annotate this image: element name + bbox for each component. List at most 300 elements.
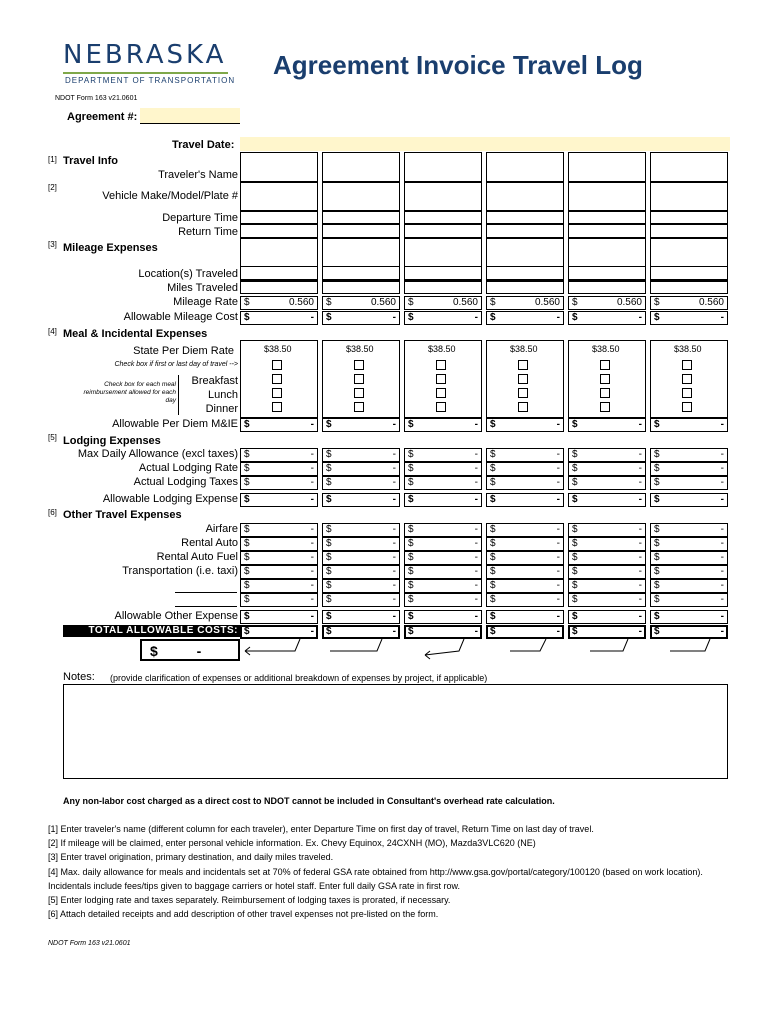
currency-sign: $: [654, 524, 660, 535]
currency-sign: $: [572, 626, 578, 637]
footnote-mark: [2]: [48, 183, 57, 192]
amount-value: -: [310, 594, 314, 605]
traveler-input[interactable]: [650, 182, 728, 212]
grand-total: $ -: [140, 639, 240, 661]
currency-sign: $: [408, 524, 414, 535]
amount-value: -: [474, 611, 478, 622]
currency-sign: $: [654, 463, 660, 474]
currency-sign: $: [572, 611, 578, 622]
currency-sign: $: [326, 463, 332, 474]
traveler-input[interactable]: [322, 152, 400, 182]
notes-hint: (provide clarification of expenses or additional breakdown of expenses by project, if applicable): [110, 673, 488, 683]
traveler-input[interactable]: [322, 182, 400, 212]
currency-sign: $: [654, 419, 660, 430]
currency-sign: $: [244, 419, 250, 430]
page-title: Agreement Invoice Travel Log: [273, 50, 643, 80]
amount-value: -: [474, 494, 478, 505]
meal-checkbox[interactable]: [682, 374, 692, 384]
amount-value: -: [638, 538, 642, 549]
currency-sign: $: [490, 419, 496, 430]
currency-sign: $: [654, 566, 660, 577]
traveler-input[interactable]: [650, 280, 728, 294]
footnote-5: [48, 893, 728, 907]
footnote-mark: [3]: [48, 852, 59, 862]
currency-sign: $: [572, 312, 578, 323]
traveler-input[interactable]: [568, 210, 646, 224]
amount-value: -: [556, 494, 560, 505]
amount-value: -: [638, 611, 642, 622]
currency-sign: $: [408, 449, 414, 460]
total-label: TOTAL ALLOWABLE COSTS:: [88, 625, 238, 636]
traveler-input[interactable]: [240, 182, 318, 212]
currency-sign: $: [654, 552, 660, 563]
currency-sign: $: [408, 594, 414, 605]
per-diem-rate: $38.50: [346, 344, 374, 354]
traveler-input[interactable]: [404, 224, 482, 238]
amount-value: -: [474, 552, 478, 563]
footnote-6: [48, 907, 728, 921]
footnote-text: Attach detailed receipts and add description of other travel expenses not pre-listed on the form.: [60, 909, 439, 919]
currency-sign: $: [572, 524, 578, 535]
traveler-input[interactable]: [404, 266, 482, 280]
currency-sign: $: [490, 477, 496, 488]
traveler-input[interactable]: [322, 210, 400, 224]
amount-value: -: [474, 538, 478, 549]
footnote-text: Enter lodging rate and taxes separately. Reimbursement of lodging taxes is prorated, if necessary.: [60, 895, 451, 905]
label-check-first-last: Check box if first or last day of travel -->: [114, 361, 238, 368]
amount-value: -: [638, 494, 642, 505]
per-diem-rate: $38.50: [264, 344, 292, 354]
label-locations: Location(s) Traveled: [138, 268, 238, 280]
amount-value: -: [720, 566, 724, 577]
currency-sign: $: [490, 594, 496, 605]
currency-sign: $: [408, 566, 414, 577]
currency-sign: $: [408, 419, 414, 430]
traveler-input[interactable]: [568, 182, 646, 212]
amount-value: -: [556, 477, 560, 488]
amount-value: -: [310, 449, 314, 460]
footnote-4: [48, 865, 728, 893]
amount-value: -: [720, 626, 724, 637]
currency-sign: $: [572, 419, 578, 430]
meal-checkbox[interactable]: [518, 374, 528, 384]
amount-value: -: [392, 312, 396, 323]
amount-value: -: [310, 626, 314, 637]
footnote-text: Enter traveler's name (different column for each traveler), enter Departure Time on first day of travel, Return Time on last day of travel.: [60, 824, 594, 834]
label-airfare: Airfare: [205, 523, 238, 535]
footnote-mark: [6]: [48, 508, 57, 517]
currency-sign: $: [654, 494, 660, 505]
amount-value: -: [474, 463, 478, 474]
currency-sign: $: [326, 297, 332, 308]
currency-sign: $: [326, 494, 332, 505]
amount-value: -: [720, 580, 724, 591]
arrow-line: [670, 639, 710, 651]
traveler-input[interactable]: [486, 280, 564, 294]
meal-checkbox[interactable]: [682, 360, 692, 370]
traveler-input[interactable]: [240, 210, 318, 224]
label-max-daily: Max Daily Allowance (excl taxes): [77, 448, 238, 460]
footnote-mark: [4]: [48, 867, 59, 877]
per-diem-rate: $38.50: [510, 344, 538, 354]
currency-sign: $: [572, 538, 578, 549]
footnote-mark: [1]: [48, 155, 57, 164]
agreement-label: Agreement #:: [67, 111, 138, 123]
amount-value: -: [474, 524, 478, 535]
meal-checkbox[interactable]: [600, 374, 610, 384]
traveler-input[interactable]: [568, 266, 646, 280]
meal-checkbox[interactable]: [518, 402, 528, 412]
currency-sign: $: [490, 552, 496, 563]
amount-value: -: [310, 611, 314, 622]
form-number: NDOT Form 163 v21.0601: [55, 95, 138, 102]
currency-sign: $: [572, 552, 578, 563]
currency-sign: $: [326, 449, 332, 460]
per-diem-rate: $38.50: [674, 344, 702, 354]
amount-value: -: [556, 419, 560, 430]
traveler-input[interactable]: [322, 266, 400, 280]
currency-sign: $: [244, 477, 250, 488]
currency-sign: $: [244, 463, 250, 474]
label-allowable-mie: Allowable Per Diem M&IE: [112, 418, 238, 430]
currency-sign: $: [490, 626, 496, 637]
currency-sign: $: [408, 626, 414, 637]
amount-value: 0.560: [534, 297, 560, 308]
label-vehicle: Vehicle Make/Model/Plate #: [102, 190, 238, 202]
currency-sign: $: [244, 594, 250, 605]
footnote-text: Max. daily allowance for meals and incidentals set at 70% of federal GSA rate obtained from http://www.gsa.gov/portal/category/100120 (based on work location). Incidentals include fees/tips given to baggage carriers or hotel staff. Enter full daily GSA rate in first row.: [48, 867, 703, 891]
custom-expense-line[interactable]: [175, 592, 237, 593]
amount-value: -: [556, 611, 560, 622]
currency-sign: $: [654, 477, 660, 488]
amount-value: -: [392, 494, 396, 505]
amount-value: -: [556, 566, 560, 577]
currency-sign: $: [490, 538, 496, 549]
currency-sign: $: [326, 566, 332, 577]
traveler-input[interactable]: [404, 210, 482, 224]
currency-sign: $: [326, 524, 332, 535]
amount-value: -: [474, 477, 478, 488]
label-departure: Departure Time: [162, 212, 238, 224]
footnote-text: Enter travel origination, primary destination, and daily miles traveled.: [60, 852, 334, 862]
currency-sign: $: [244, 297, 250, 308]
amount-value: -: [556, 312, 560, 323]
meal-checkbox[interactable]: [354, 402, 364, 412]
currency-sign: $: [326, 626, 332, 637]
amount-value: -: [392, 538, 396, 549]
notes-textarea[interactable]: [63, 684, 728, 779]
meal-checkbox[interactable]: [354, 388, 364, 398]
footnote-2: [48, 836, 728, 850]
amount-value: -: [556, 594, 560, 605]
amount-value: -: [392, 524, 396, 535]
currency-sign: $: [326, 552, 332, 563]
currency-sign: $: [654, 594, 660, 605]
traveler-input[interactable]: [322, 224, 400, 238]
currency-sign: $: [244, 449, 250, 460]
currency-sign: $: [572, 494, 578, 505]
footnote-mark: [6]: [48, 909, 59, 919]
footnote-3: [48, 850, 728, 864]
amount-value: -: [720, 419, 724, 430]
label-mileage-rate: Mileage Rate: [173, 296, 238, 308]
currency-sign: $: [326, 580, 332, 591]
currency-sign: $: [326, 538, 332, 549]
currency-sign: $: [654, 449, 660, 460]
currency-sign: $: [408, 477, 414, 488]
label-lunch: Lunch: [208, 389, 238, 401]
amount-value: -: [474, 626, 478, 637]
meal-checkbox[interactable]: [354, 374, 364, 384]
amount-value: -: [638, 626, 642, 637]
traveler-input[interactable]: [568, 280, 646, 294]
currency-sign: $: [244, 580, 250, 591]
amount-value: 0.560: [616, 297, 642, 308]
currency-sign: $: [408, 463, 414, 474]
currency-sign: $: [490, 494, 496, 505]
label-return: Return Time: [178, 226, 238, 238]
traveler-input[interactable]: [240, 224, 318, 238]
meal-checkbox[interactable]: [272, 402, 282, 412]
amount-value: -: [392, 580, 396, 591]
label-actual-taxes: Actual Lodging Taxes: [133, 476, 238, 488]
label-travelers-name: Traveler's Name: [158, 169, 238, 181]
amount-value: -: [474, 449, 478, 460]
amount-value: -: [638, 580, 642, 591]
traveler-input[interactable]: [650, 224, 728, 238]
footnote-1: [48, 822, 728, 836]
meal-checkbox[interactable]: [272, 360, 282, 370]
amount-value: -: [720, 524, 724, 535]
currency-sign: $: [572, 297, 578, 308]
amount-value: 0.560: [288, 297, 314, 308]
footnote-mark: [4]: [48, 327, 57, 336]
currency-sign: $: [244, 611, 250, 622]
meal-checkbox[interactable]: [682, 388, 692, 398]
amount-value: -: [310, 552, 314, 563]
currency-sign: $: [326, 477, 332, 488]
amount-value: 0.560: [698, 297, 724, 308]
meal-checkbox[interactable]: [600, 360, 610, 370]
logo-subtitle: DEPARTMENT OF TRANSPORTATION: [65, 76, 236, 85]
traveler-input[interactable]: [404, 280, 482, 294]
amount-value: -: [556, 552, 560, 563]
footnote-mark: [5]: [48, 895, 59, 905]
label-allowable-lodging: Allowable Lodging Expense: [102, 493, 238, 505]
amount-value: -: [556, 524, 560, 535]
total-arrows: [240, 637, 720, 661]
currency-sign: $: [326, 312, 332, 323]
amount-value: -: [720, 494, 724, 505]
amount-value: -: [474, 566, 478, 577]
label-allowable-mileage: Allowable Mileage Cost: [123, 311, 238, 323]
currency-sign: $: [490, 611, 496, 622]
section-mileage: Mileage Expenses: [63, 242, 158, 254]
label-per-diem: State Per Diem Rate: [133, 345, 234, 357]
amount-value: -: [392, 594, 396, 605]
currency-sign: $: [654, 626, 660, 637]
currency-sign: $: [654, 611, 660, 622]
amount-value: -: [556, 463, 560, 474]
currency-sign: $: [408, 611, 414, 622]
meal-checkbox[interactable]: [436, 360, 446, 370]
meal-checkbox[interactable]: [518, 388, 528, 398]
meal-checkbox[interactable]: [272, 374, 282, 384]
footnote-text: If mileage will be claimed, enter personal vehicle information. Ex. Chevy Equinox, 24CXNH (MO), Mazda3VLC620 (NE): [60, 838, 536, 848]
footnote-mark: [1]: [48, 824, 59, 834]
currency-sign: $: [326, 594, 332, 605]
overhead-warning: Any non-labor cost charged as a direct cost to NDOT cannot be included in Consultant's overhead rate calculation.: [63, 796, 555, 806]
currency-sign: $: [572, 463, 578, 474]
amount-value: -: [720, 538, 724, 549]
traveler-input[interactable]: [486, 224, 564, 238]
traveler-input[interactable]: [650, 152, 728, 182]
amount-value: -: [310, 477, 314, 488]
meal-checkbox[interactable]: [682, 402, 692, 412]
amount-value: -: [392, 566, 396, 577]
label-actual-rate: Actual Lodging Rate: [138, 462, 238, 474]
traveler-input[interactable]: [650, 266, 728, 280]
amount-value: 0.560: [452, 297, 478, 308]
currency-sign: $: [654, 580, 660, 591]
section-travel-info: Travel Info: [63, 155, 119, 167]
currency-sign: $: [408, 494, 414, 505]
footnote-mark: [3]: [48, 240, 57, 249]
traveler-input[interactable]: [240, 280, 318, 294]
traveler-input[interactable]: [650, 210, 728, 224]
meal-checkbox[interactable]: [600, 402, 610, 412]
currency-sign: $: [490, 463, 496, 474]
traveler-input[interactable]: [240, 266, 318, 280]
amount-value: -: [392, 419, 396, 430]
currency-sign: $: [408, 312, 414, 323]
traveler-input[interactable]: [486, 266, 564, 280]
amount-value: -: [474, 580, 478, 591]
traveler-input[interactable]: [486, 152, 564, 182]
amount-value: -: [638, 463, 642, 474]
meal-checkbox[interactable]: [354, 360, 364, 370]
currency-sign: $: [490, 312, 496, 323]
meal-checkbox[interactable]: [436, 388, 446, 398]
currency-sign: $: [244, 494, 250, 505]
amount-value: -: [556, 580, 560, 591]
label-check-meal: Check box for each meal reimbursement allowed for each day: [83, 381, 176, 404]
amount-value: -: [638, 566, 642, 577]
arrow-line: [330, 639, 382, 651]
meal-checkbox[interactable]: [272, 388, 282, 398]
label-rental-auto: Rental Auto: [181, 537, 238, 549]
amount-value: -: [310, 538, 314, 549]
amount-value: 0.560: [370, 297, 396, 308]
traveler-input[interactable]: [240, 152, 318, 182]
currency-sign: $: [572, 449, 578, 460]
currency-sign: $: [654, 312, 660, 323]
section-other: Other Travel Expenses: [63, 509, 182, 521]
meal-checkbox[interactable]: [600, 388, 610, 398]
amount-value: -: [392, 626, 396, 637]
currency-sign: $: [244, 538, 250, 549]
travel-date-label: Travel Date:: [172, 139, 235, 151]
currency-sign: $: [326, 419, 332, 430]
meal-checkbox[interactable]: [436, 374, 446, 384]
currency-sign: $: [244, 566, 250, 577]
amount-value: -: [392, 477, 396, 488]
amount-value: -: [638, 312, 642, 323]
amount-value: -: [392, 463, 396, 474]
amount-value: -: [310, 580, 314, 591]
amount-value: -: [720, 477, 724, 488]
footnote-mark: [2]: [48, 838, 59, 848]
amount-value: -: [310, 419, 314, 430]
label-rental-fuel: Rental Auto Fuel: [156, 551, 238, 563]
traveler-input[interactable]: [486, 182, 564, 212]
custom-expense-line[interactable]: [175, 606, 237, 607]
currency-sign: $: [244, 552, 250, 563]
amount-value: -: [392, 552, 396, 563]
traveler-input[interactable]: [404, 152, 482, 182]
amount-value: -: [392, 611, 396, 622]
arrow-line: [590, 639, 628, 651]
label-miles: Miles Traveled: [167, 282, 238, 294]
amount-value: -: [474, 419, 478, 430]
amount-value: -: [310, 494, 314, 505]
currency-sign: $: [408, 552, 414, 563]
amount-value: -: [392, 449, 396, 460]
amount-value: -: [310, 566, 314, 577]
currency-sign: $: [654, 538, 660, 549]
traveler-input[interactable]: [568, 224, 646, 238]
amount-value: -: [720, 552, 724, 563]
label-transportation: Transportation (i.e. taxi): [122, 565, 238, 577]
arrow-line: [245, 639, 300, 651]
amount-value: -: [720, 594, 724, 605]
amount-value: -: [474, 594, 478, 605]
amount-value: -: [720, 449, 724, 460]
traveler-input[interactable]: [568, 152, 646, 182]
amount-value: -: [638, 419, 642, 430]
label-breakfast: Breakfast: [191, 375, 238, 387]
currency-sign: $: [408, 538, 414, 549]
meal-checkbox[interactable]: [518, 360, 528, 370]
traveler-input[interactable]: [322, 280, 400, 294]
section-lodging: Lodging Expenses: [63, 435, 161, 447]
meal-bracket: [178, 375, 181, 415]
amount-value: -: [638, 552, 642, 563]
amount-value: -: [556, 449, 560, 460]
traveler-input[interactable]: [486, 210, 564, 224]
amount-value: -: [556, 538, 560, 549]
amount-value: -: [310, 312, 314, 323]
label-allowable-other: Allowable Other Expense: [114, 610, 238, 622]
amount-value: -: [310, 524, 314, 535]
travel-date-row[interactable]: [240, 137, 730, 151]
currency-sign: $: [572, 594, 578, 605]
traveler-input[interactable]: [404, 182, 482, 212]
amount-value: -: [556, 626, 560, 637]
meal-checkbox[interactable]: [436, 402, 446, 412]
amount-value: -: [310, 463, 314, 474]
currency-sign: $: [408, 580, 414, 591]
amount-value: -: [474, 312, 478, 323]
amount-value: -: [720, 312, 724, 323]
currency-sign: $: [244, 312, 250, 323]
currency-sign: $: [490, 297, 496, 308]
currency-sign: $: [654, 297, 660, 308]
currency-sign: $: [490, 566, 496, 577]
currency-sign: $: [572, 477, 578, 488]
arrow-line: [510, 639, 546, 651]
per-diem-rate: $38.50: [428, 344, 456, 354]
